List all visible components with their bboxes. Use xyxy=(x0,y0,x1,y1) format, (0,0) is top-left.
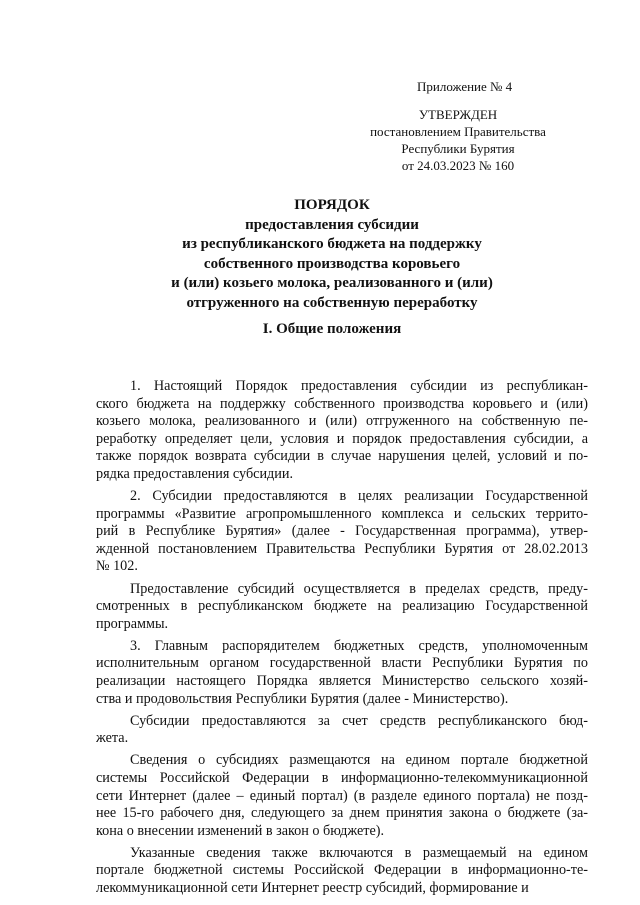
title-line: из республиканского бюджета на поддержку xyxy=(182,236,482,252)
paragraph-line: Предоставление субсидий осуществляется в пределах средств, преду- xyxy=(130,580,588,597)
paragraph-line: ства и продовольствия Республики Бурятия (далее - Министерство). xyxy=(96,690,509,707)
paragraph-line: портале бюджетной системы Российской Федерации в информационно-те- xyxy=(96,862,588,879)
paragraph-line: лекоммуникационной сети Интернет реестр субсидий, формирование и xyxy=(96,880,529,897)
paragraph-line: № 102. xyxy=(96,558,138,575)
title-line: предоставления субсидии xyxy=(245,216,419,233)
paragraph-line: козьего молока, реализованного и (или) отгруженного на собственную пе- xyxy=(96,413,588,430)
paragraph-line: 2. Субсидии предоставляются в целях реализации Государственной xyxy=(130,488,588,505)
paragraph-line: реализации настоящего Порядка является Министерство сельского хозяй- xyxy=(96,673,588,689)
paragraph-line: сети Интернет (далее – единый портал) (в разделе единого портала) не позд- xyxy=(96,787,588,804)
paragraph-line: 3. Главным распорядителем бюджетных средств, уполномоченным xyxy=(130,637,588,654)
paragraph-line: жденной постановлением Правительства Республики Бурятия от 28.02.2013 xyxy=(96,540,588,557)
paragraph xyxy=(96,581,588,634)
paragraph-line: Субсидии предоставляются за счет средств республиканского бюд- xyxy=(130,712,588,729)
paragraph-line: жета. xyxy=(96,730,129,747)
paragraph xyxy=(96,488,588,576)
title-line: отгруженного на собственную переработку xyxy=(186,294,478,311)
title-line: ПОРЯДОК xyxy=(294,197,370,213)
paragraph-line: ского бюджета на поддержку собственного производства коровьего и (или) xyxy=(96,395,588,412)
paragraph-line: программы. xyxy=(96,615,169,632)
approval-stamp xyxy=(330,106,586,174)
document-title xyxy=(96,196,568,313)
paragraph xyxy=(96,378,588,484)
paragraph-line: Указанные сведения также включаются в размещаемый на едином xyxy=(130,844,588,861)
paragraph-line: системы Российской Федерации в информационно-телекоммуникационной xyxy=(96,769,588,786)
paragraph-line: нее 15-го рабочего дня, следующего за днем принятия закона о бюджете (за- xyxy=(96,805,588,822)
paragraph-line: рий в Республике Бурятия» (далее - Государственная программа), утвер- xyxy=(96,523,588,540)
paragraph-line: смотренных в республиканском бюджете на реализацию Государственной xyxy=(96,598,588,615)
annex-number: Приложение № 4 xyxy=(417,79,513,94)
approval-line: Республики Бурятия xyxy=(401,141,515,156)
paragraph-line: 1. Настоящий Порядок предоставления субсидии из республикан- xyxy=(130,378,588,394)
paragraph xyxy=(96,713,588,748)
paragraph-line: кона о внесении изменений в закон о бюджете). xyxy=(96,822,385,839)
approval-line: постановлением Правительства xyxy=(370,124,546,139)
paragraph-line: реработку определяет цели, условия и порядок предоставления субсидии, а xyxy=(96,430,588,447)
paragraph-line: также порядок возврата субсидии в случае нарушения целей, условий и по- xyxy=(96,448,588,465)
paragraph xyxy=(96,752,588,840)
paragraph xyxy=(96,845,588,898)
section-heading: I. Общие положения xyxy=(262,321,402,337)
paragraph-line: Сведения о субсидиях размещаются на едином портале бюджетной xyxy=(130,752,588,769)
approval-line: от 24.03.2023 № 160 xyxy=(401,158,515,173)
paragraph xyxy=(96,638,588,708)
body-text xyxy=(96,378,588,898)
paragraph-line: программы «Развитие агропромышленного комплекса и сельских террито- xyxy=(96,505,588,522)
approval-line: УТВЕРЖДЕН xyxy=(418,107,498,122)
paragraph-line: рядка предоставления субсидии. xyxy=(96,465,294,482)
title-line: собственного производства коровьего xyxy=(203,255,461,272)
paragraph-line: исполнительным органом государственной власти Республики Бурятия по xyxy=(96,655,588,672)
title-line: и (или) козьего молока, реализованного и (или) xyxy=(171,275,493,291)
